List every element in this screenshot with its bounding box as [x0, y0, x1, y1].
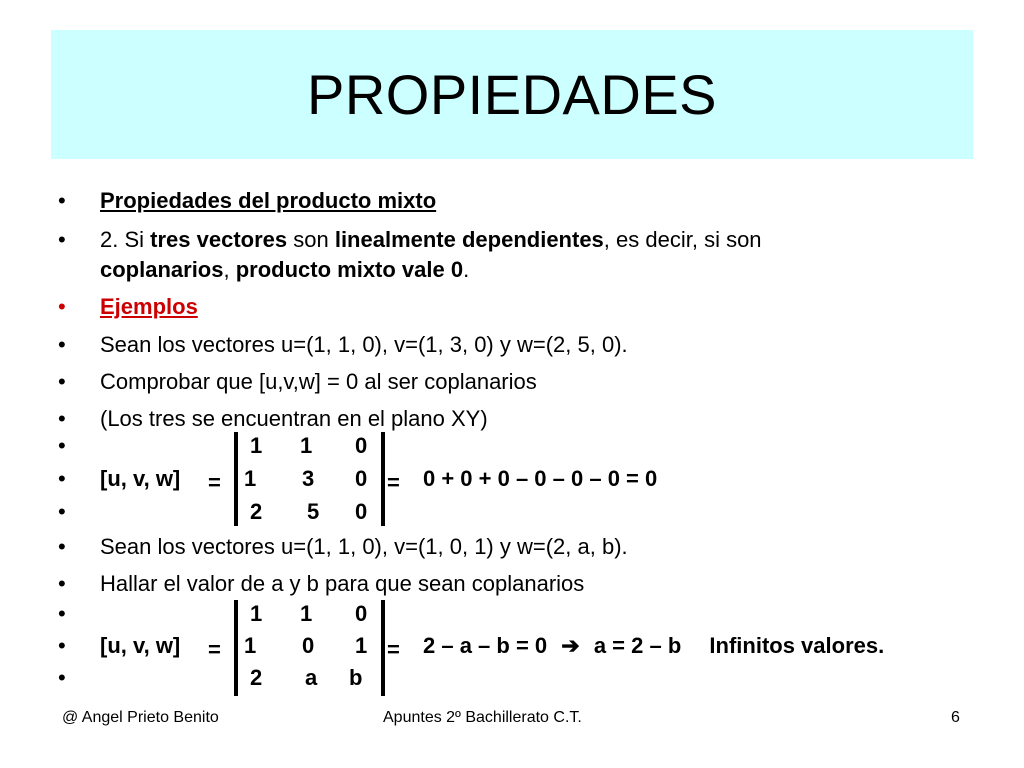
text-fragment: . — [463, 257, 470, 282]
equals-sign: = — [208, 470, 221, 495]
matrix-cell: 0 — [355, 433, 368, 458]
property-statement-line1 — [100, 227, 762, 253]
bullet-dot: • — [58, 406, 66, 431]
arrow-right-icon: ➔ — [561, 633, 580, 658]
determinant-right-bar — [381, 600, 385, 696]
matrix-cell: 1 — [300, 601, 313, 626]
text-fragment: producto mixto vale 0 — [235, 257, 464, 282]
matrix-cell: 3 — [302, 466, 315, 491]
matrix-cell: 1 — [250, 433, 263, 458]
determinant-result: 0 + 0 + 0 – 0 – 0 – 0 = 0 — [423, 466, 658, 491]
bullet-heading: Propiedades del producto mixto — [100, 188, 437, 213]
matrix-cell: 2 — [250, 499, 263, 524]
result-equation: 2 – a – b = 0 — [423, 633, 548, 658]
bullet-dot: • — [58, 601, 66, 626]
bullet-dot: • — [58, 294, 66, 319]
matrix-cell: 0 — [355, 466, 368, 491]
page-title: PROPIEDADES — [306, 63, 718, 126]
example2-vectors: Sean los vectores u=(1, 1, 0), v=(1, 0, 1) y w=(2, a, b). — [100, 534, 628, 559]
text-fragment: , — [223, 257, 236, 282]
equals-sign: = — [387, 637, 400, 662]
footer-course: Apuntes 2º Bachillerato C.T. — [383, 709, 582, 726]
bullet-dot: • — [58, 665, 66, 690]
text-fragment: 2. Si — [100, 227, 151, 252]
text-fragment: linealmente dependientes — [334, 227, 604, 252]
examples-heading: Ejemplos — [100, 294, 198, 319]
matrix-cell: 0 — [355, 499, 368, 524]
example2-task: Hallar el valor de a y b para que sean coplanarios — [100, 571, 585, 596]
matrix-cell: 1 — [300, 433, 313, 458]
example1-vectors: Sean los vectores u=(1, 1, 0), v=(1, 3, 0) y w=(2, 5, 0). — [100, 332, 628, 357]
bullet-dot: • — [58, 433, 66, 458]
matrix-cell: a — [305, 665, 318, 690]
page-number: 6 — [951, 709, 960, 726]
text-fragment: , es decir, si son — [603, 227, 762, 252]
bullet-dot: • — [58, 188, 66, 213]
matrix-cell: 5 — [307, 499, 320, 524]
bullet-dot: • — [58, 633, 66, 658]
result-solution: a = 2 – b — [593, 633, 682, 658]
matrix-cell: 0 — [355, 601, 368, 626]
determinant-result — [423, 633, 884, 659]
matrix-cell: 1 — [250, 601, 263, 626]
matrix-cell: 2 — [250, 665, 263, 690]
bullet-dot: • — [58, 499, 66, 524]
bullet-dot: • — [58, 571, 66, 596]
matrix-cell: 1 — [244, 633, 257, 658]
equals-sign: = — [208, 637, 221, 662]
bullet-dot: • — [58, 466, 66, 491]
text-fragment: coplanarios — [100, 257, 224, 282]
bullet-dot: • — [58, 534, 66, 559]
determinant-label: [u, v, w] — [100, 633, 181, 658]
bullet-dot: • — [58, 227, 66, 252]
determinant-label: [u, v, w] — [100, 466, 181, 491]
example1-note: (Los tres se encuentran en el plano XY) — [100, 406, 488, 431]
equals-sign: = — [387, 470, 400, 495]
determinant-right-bar — [381, 432, 385, 526]
matrix-cell: 1 — [244, 466, 257, 491]
result-conclusion: Infinitos valores. — [709, 633, 885, 658]
matrix-cell: 0 — [302, 633, 315, 658]
determinant-left-bar — [234, 432, 238, 526]
property-statement-line2 — [100, 257, 469, 283]
bullet-dot: • — [58, 332, 66, 357]
matrix-cell: 1 — [355, 633, 368, 658]
determinant-left-bar — [234, 600, 238, 696]
matrix-cell: b — [349, 665, 363, 690]
example1-task: Comprobar que [u,v,w] = 0 al ser coplanarios — [100, 369, 537, 394]
text-fragment: tres vectores — [150, 227, 288, 252]
footer-author: @ Angel Prieto Benito — [62, 709, 219, 726]
bullet-dot: • — [58, 369, 66, 394]
title-banner — [51, 30, 973, 159]
text-fragment: son — [287, 227, 335, 252]
